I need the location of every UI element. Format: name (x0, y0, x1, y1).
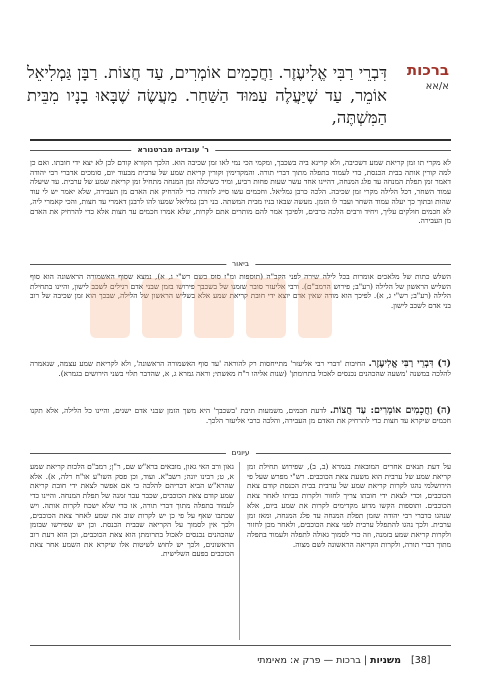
iyunim-label: עיונים (225, 447, 255, 459)
biur-text-1: החיבות 'דברי רבי אליעזר' מתייחסות רק להוראה 'עד סוף האשמורה הראשונה', ולא לקריאת שמע עצמה, שנאמרה להלכה במשנה 'משעה שהכהנים נכנסים לאכול בתרומתן' (שנות אליהו ר"ח מאשתי; וראה גמרא ג, א, שהדבר תלוי בשני הירושים בגמרא). (30, 359, 451, 378)
iyunim-column-right: על דעת תנאים אחרים המובאות בגמרא (ב, ב), שפירוש תחילת זמן קריאת שמע של ערבית הוא משעת צאת הכוכבים. רש"י מפרש שעל פי הירושלמי נהגו לקרות קריאת שמע של ערבית בבית הכנסת קודם צאת הכוכבים, וכדי לצאת ידי חובתו צריך לחזור ולקרות בביתו לאחר צאת הכוכבים. ותוספות הקשו מדוע מקדימים לקרות את שמע ביום, אלא שנהגו כדברי רבי יהודה שזמן תפלת המנחה עד פלג המנחה, ומאז זמן ערבית. ולכך נהגו להתפלל ערבית לפני צאת הכוכבים, ולאחר מכן לחזור ולקרות קריאת שמע בזמנה, וזה כדי לסמוך גאולה לתפלה ולעמוד בתפלה מתוך דברי תורה, ולקרות הקריאה הראשונה לשם מצוה. (247, 462, 451, 549)
iyunim-section-header (30, 447, 451, 459)
mishna-text: דִּבְרֵי רַבִּי אֱלִיעֶזֶר. וַחֲכָמִים אוֹמְרִים, עַד חֲצוֹת. רַבָּן גַּמְלִיאֵל אוֹמֵר, עַד שֶׁיַּעֲלֶה עַמּוּד הַשַּׁחַר. מַעֲשֶׂה שֶׁבָּאוּ בָנָיו מִבֵּית הַמִּשְׁתֶּה, (27, 63, 387, 127)
section-rule (30, 150, 451, 151)
biur-label: ביאור (226, 258, 255, 270)
biur-paragraph-1 (30, 359, 451, 399)
iyunim-column-left: גאון ורב האי גאון, מובאים ברא"ש שם, ר"ן; רמב"ם הלכות קריאת שמע א, ט; רבינו יונה; רשב"א. ועוד, וכן פסק השו"ע או"ח רלה, א). אלא שהרא"ש הביא דבריהם להלכה כי אם אפשר לצאת ידי חובת קריאת שמע קודם צאת הכוכבים, שכבר עבר זמנה של תפלת המנחה. והיינו כדי לעמוד בתפלה מתוך דברי תורה, או כדי שלא ישכח לקרות אותה. ויש שכתבו שאף על פי כן יש לקרות שוב את שמע לאחר צאת הכוכבים, ולכך אין לסמוך על הקריאה שבבית הכנסת. וכן יש שפירשו שבזמן שהכהנים נכנסים לאכול בתרומתן הוא צאת הכוכבים, וכן הוא דעת רוב הראשונים, ולכך יש לחוש לשיטות אלו שיקרא את השמע אחר צאת הכוכבים בפעם השלישית. (30, 462, 234, 559)
bartenura-section-header (30, 144, 451, 156)
header-divider (30, 139, 451, 141)
biur-term-1: (ד) דִּבְרֵי רַבִּי אֱלִיעֶזֶר. (368, 359, 451, 369)
footer-divider (30, 645, 451, 646)
bartenura-commentary: לא מקרי תו זמן קריאת שמע דשכיבה, ולא קרינא ביה בשכבך, ומקמי הכי נמי לאו זמן שכיבה הוא. הלכך הקורא קודם לכן לא יצא ידי חובתו. ואם כן למה קורין אותה בבית הכנסת, כדי לעמוד בתפלה מתוך דברי תורה. והמקדימין וקורין קריאת שמע של ערבית מבעוד יום, סומכים אדברי רבי יהודה דאמר זמן תפלת המנחה עד פלג המנחה, דהיינו אחד עשר שעות פחות רביע, ומיד כשיכלה זמן המנחה מתחיל זמן קריאת שמע של ערבית. עד שיעלה עמוד השחר, דכל הלילה מקרי זמן שכיבה. הלכה כרבן גמליאל. וחכמים עשו סייג לתורה כדי להרחיק את האדם מן העבירה, שלא יאמר יש לי עוד שהות ובתוך כך יעלה עמוד השחר ועבר לו הזמן. מעשה שבאו בניו מבית המשתה. בני רבן גמליאל שמעו להו לרבנן דאמרי עד חצות, והכי קאמרי ליה, לא חכמים חולקים עליך, ויחיד ורבים הלכה כרבים, ולפיכך אמר להם מותרים אתם לקרות, שלא אמרו חכמים עד חצות אלא כדי להרחיק את האדם מן העבירה. (30, 158, 451, 226)
footer-series: משניות (370, 655, 401, 666)
footer-title (257, 653, 401, 669)
footer-chapter: | ברכות — פרק א: מאימתי (257, 655, 368, 666)
biur-text-2: לדעת חכמים, משמעות תיבת 'בשכבך' היא משך הזמן שבני אדם ישנים, והיינו כל הלילה, אלא תקנו חכמים שיקרא עד חצות כדי להרחיק את האדם מן העבירה, והלכה כרבי אליעזר הלכך. (30, 406, 451, 425)
mishna-header (29, 62, 449, 132)
chapter-reference: א/אא (425, 81, 449, 92)
biur-paragraph-2 (30, 406, 451, 446)
page-footer (30, 653, 451, 669)
bartenura-label: ר' עובדיה מברטנורא (131, 144, 215, 156)
biur-section-header (30, 258, 451, 270)
biur-intro: השלש כתות של מלאכים אומרות בכל לילה שירה לפני הקב"ה (תוספות ומ"ז סוס בשם רש"י ג, א), נמצא שסוף האשמורה הראשונה הוא סוף השליש הראשון של הלילה (רע"ב; פירוש הרמב"ם). ורבי אליעזר סובר שזמנו של בשכבך פירושו בזמן שבני אדם רגילים לשכב לישון, והיינו בתחילת הלילה (רע"ב; רש"י ג, א). לפיכך הוא מודה שאין אדם יוצא ידי חובת קריאת שמע אלא בשליש הראשון של הלילה, שבכך הוא זמן שכיבה של רוב בני אדם לשכב לישון. (30, 272, 451, 311)
column-divider (239, 462, 240, 640)
page-number: [38] (411, 655, 431, 666)
tractate-title: ברכות (406, 61, 449, 79)
biur-term-2: (ה) וַחֲכָמִים אוֹמְרִים: עַד חֲצוֹת. (329, 406, 451, 416)
